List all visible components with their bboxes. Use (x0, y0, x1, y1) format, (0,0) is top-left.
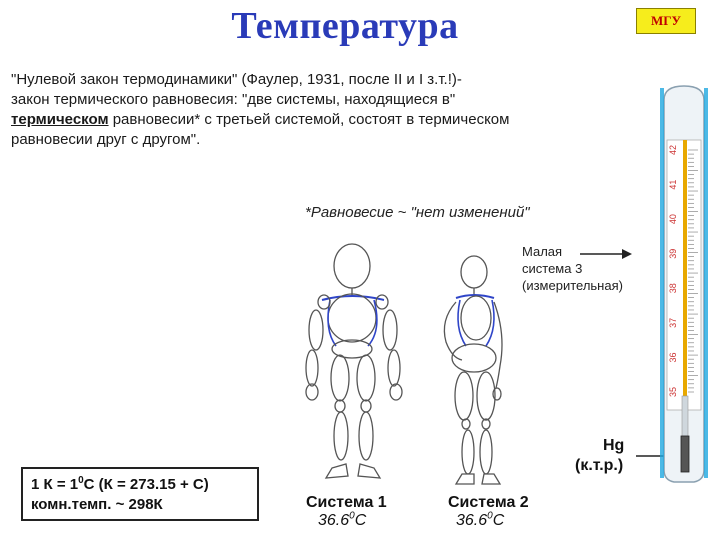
system-1-temp (306, 512, 387, 530)
system-1-caption (306, 494, 387, 530)
law-line-2: закон термического равновесия: "две системы, находящиеся в" (11, 91, 456, 108)
thermometer-scale-label: 40 (668, 214, 678, 225)
system-1-temp-sup: 0 (349, 510, 355, 522)
system-1-temp-unit: С (354, 512, 367, 529)
small-system-label-line-3: (измерительная) (522, 278, 623, 293)
slide-title: Температура (231, 5, 459, 47)
system-2-temp-unit: С (492, 512, 505, 529)
law-line-4: равновесии друг с другом". (11, 131, 201, 148)
thermometer-scale-label: 41 (668, 179, 678, 190)
small-system-label-line-2: система 3 (522, 261, 583, 276)
system-2-temp-sup: 0 (487, 510, 493, 522)
law-underlined-word: термическом (11, 111, 109, 128)
thermometer-scale-label: 42 (668, 144, 678, 156)
system-2-name: Система 2 (448, 494, 529, 511)
system-1-temp-value: 36.6 (318, 512, 350, 529)
small-system-label (522, 243, 623, 294)
law-line-3-rest: равновесии* с третьей системой, состоят в термическом (108, 111, 510, 128)
mercury-note: (к.т.р.) (575, 457, 624, 474)
units-box (21, 467, 259, 521)
law-line-1: "Нулевой закон термодинамики" (Фаулер, 1931, после II и I з.т.!)- (11, 71, 462, 88)
units-line-2: комн.темп. ~ 298К (31, 496, 163, 513)
system-2-figure (444, 256, 502, 484)
system-1-name: Система 1 (306, 494, 387, 511)
thermometer-scale-label: 39 (668, 248, 678, 259)
small-system-label-line-1: Малая (522, 244, 563, 259)
units-line-1 (31, 475, 257, 495)
mercury-symbol: Hg (603, 437, 625, 454)
system-2-temp (448, 512, 529, 530)
units-line-1-suffix: С (К = 273.15 + С) (83, 476, 209, 493)
thermometer-scale-label: 37 (668, 317, 678, 328)
mercury-label (575, 436, 624, 476)
thermometer-scale-label: 36 (668, 352, 678, 363)
units-line-1-prefix: 1 К = 1 (31, 476, 79, 493)
system-2-temp-value: 36.6 (456, 512, 488, 529)
units-line-1-sup: 0 (78, 475, 84, 486)
thermometer-scale-label: 35 (668, 386, 678, 398)
system-1-figure (306, 244, 402, 478)
system-2-caption (448, 494, 529, 530)
thermometer-scale-label: 38 (668, 283, 678, 294)
msu-badge: МГУ (636, 8, 696, 34)
thermometer (660, 86, 708, 482)
equilibrium-note: *Равновесие ~ "нет изменений" (305, 204, 530, 221)
